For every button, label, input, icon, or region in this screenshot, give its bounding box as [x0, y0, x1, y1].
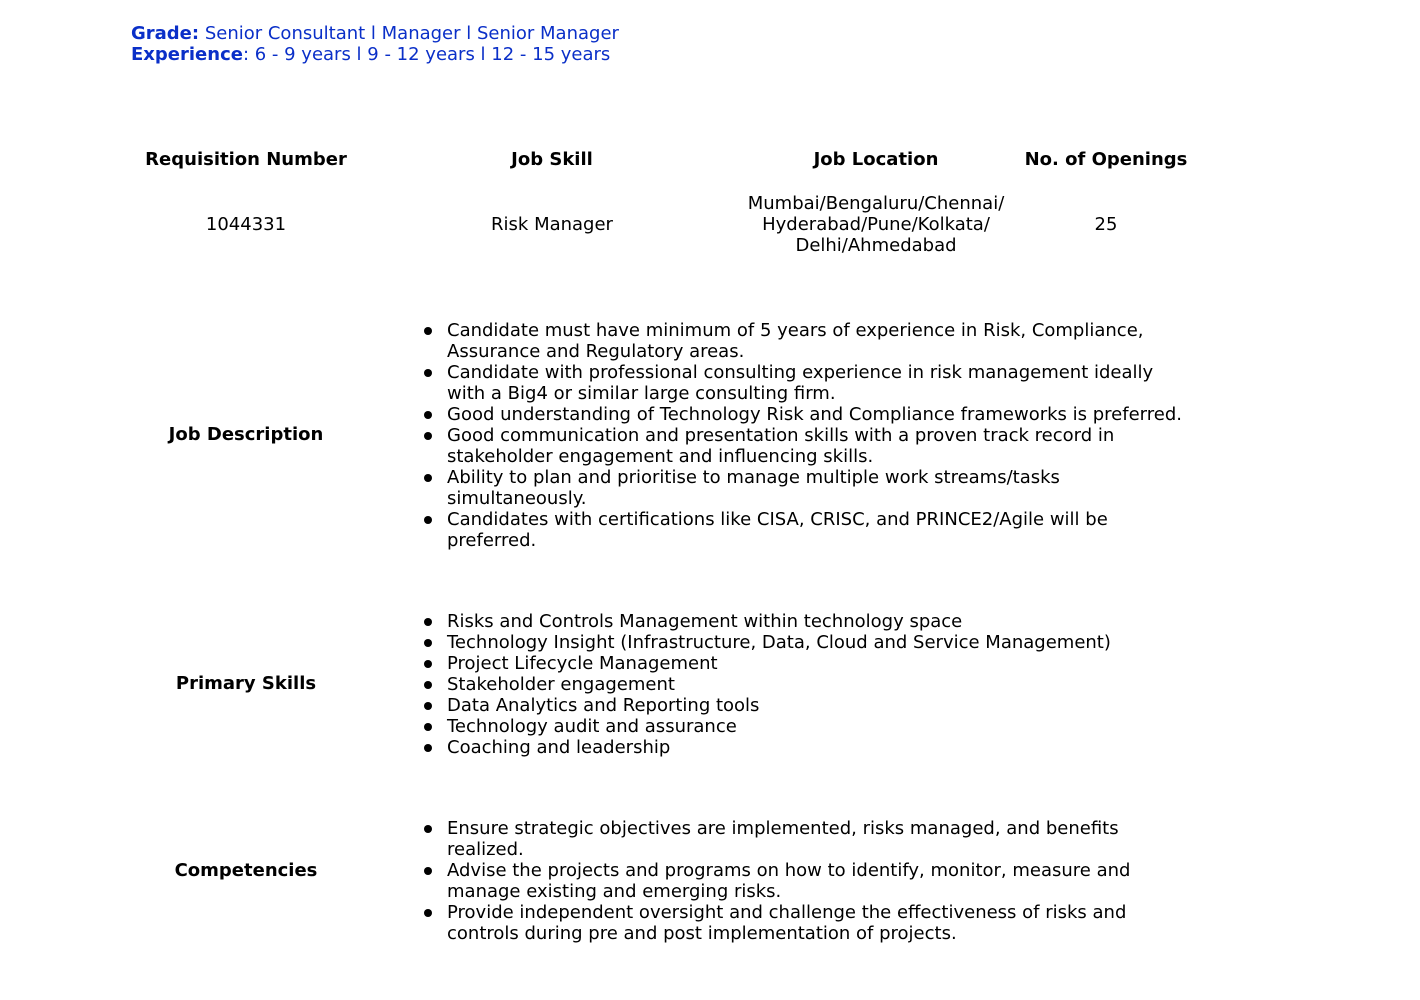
- bullet-icon: [424, 474, 432, 482]
- job-description-list: [421, 320, 1196, 551]
- experience-label: Experience: [131, 44, 243, 65]
- bullet-icon: [424, 639, 432, 647]
- location-line: Mumbai/Bengaluru/Chennai/: [747, 193, 1005, 214]
- job-description-section: [131, 320, 1201, 550]
- competencies-list: [421, 818, 1196, 944]
- list-item: Candidates with certifications like CISA, CRISC, and PRINCE2/Agile will be preferred.: [421, 509, 1196, 551]
- bullet-icon: [424, 660, 432, 668]
- grade-value: Senior Consultant l Manager l Senior Manager: [199, 23, 619, 44]
- job-skill-header: Job Skill: [511, 149, 593, 170]
- bullet-icon: [424, 411, 432, 419]
- bullet-icon: [424, 618, 432, 626]
- list-item: Ensure strategic objectives are implemented, risks managed, and benefits realized.: [421, 818, 1196, 860]
- bullet-icon: [424, 369, 432, 377]
- location-line: Hyderabad/Pune/Kolkata/: [762, 214, 990, 235]
- bullet-icon: [424, 867, 432, 875]
- competencies-label: Competencies: [174, 860, 318, 881]
- list-item: Good communication and presentation skills with a proven track record in stakeholder engagement and influencing skills.: [421, 425, 1196, 467]
- list-item: Data Analytics and Reporting tools: [421, 695, 1196, 716]
- experience-value: : 6 - 9 years l 9 - 12 years l 12 - 15 years: [242, 44, 611, 65]
- bullet-icon: [424, 327, 432, 335]
- bullet-icon: [424, 825, 432, 833]
- job-skill-value: Risk Manager: [491, 214, 613, 235]
- list-item: Good understanding of Technology Risk and Compliance frameworks is preferred.: [421, 404, 1196, 425]
- job-summary-table: [131, 149, 1201, 269]
- requisition-number-header: Requisition Number: [145, 149, 347, 170]
- header-info: [131, 23, 619, 65]
- bullet-icon: [424, 516, 432, 524]
- list-item: Stakeholder engagement: [421, 674, 1196, 695]
- list-item: Coaching and leadership: [421, 737, 1196, 758]
- grade-line: [131, 23, 619, 44]
- bullet-icon: [424, 723, 432, 731]
- primary-skills-list: [421, 611, 1196, 758]
- bullet-icon: [424, 744, 432, 752]
- openings-header: No. of Openings: [1024, 149, 1188, 170]
- experience-line: [131, 44, 619, 65]
- list-item: Technology Insight (Infrastructure, Data, Cloud and Service Management): [421, 632, 1196, 653]
- job-location-header: Job Location: [813, 149, 939, 170]
- list-item: Provide independent oversight and challenge the effectiveness of risks and controls during pre and post implementation of projects.: [421, 902, 1196, 944]
- requisition-number-value: 1044331: [205, 214, 287, 235]
- list-item: Candidate with professional consulting experience in risk management ideally with a Big4 or similar large consulting firm.: [421, 362, 1196, 404]
- list-item: Project Lifecycle Management: [421, 653, 1196, 674]
- primary-skills-label: Primary Skills: [175, 673, 317, 694]
- bullet-icon: [424, 909, 432, 917]
- location-line: Delhi/Ahmedabad: [795, 235, 957, 256]
- bullet-icon: [424, 681, 432, 689]
- list-item: Risks and Controls Management within technology space: [421, 611, 1196, 632]
- competencies-section: [131, 818, 1201, 944]
- bullet-icon: [424, 702, 432, 710]
- list-item: Candidate must have minimum of 5 years of experience in Risk, Compliance, Assurance and Regulatory areas.: [421, 320, 1196, 362]
- primary-skills-section: [131, 611, 1201, 761]
- list-item: Technology audit and assurance: [421, 716, 1196, 737]
- openings-value: 25: [1094, 214, 1118, 235]
- list-item: Advise the projects and programs on how to identify, monitor, measure and manage existing and emerging risks.: [421, 860, 1196, 902]
- list-item: Ability to plan and prioritise to manage multiple work streams/tasks simultaneously.: [421, 467, 1196, 509]
- bullet-icon: [424, 432, 432, 440]
- grade-label: Grade:: [131, 23, 200, 44]
- job-location-value: [746, 193, 1006, 256]
- job-description-label: Job Description: [168, 424, 324, 445]
